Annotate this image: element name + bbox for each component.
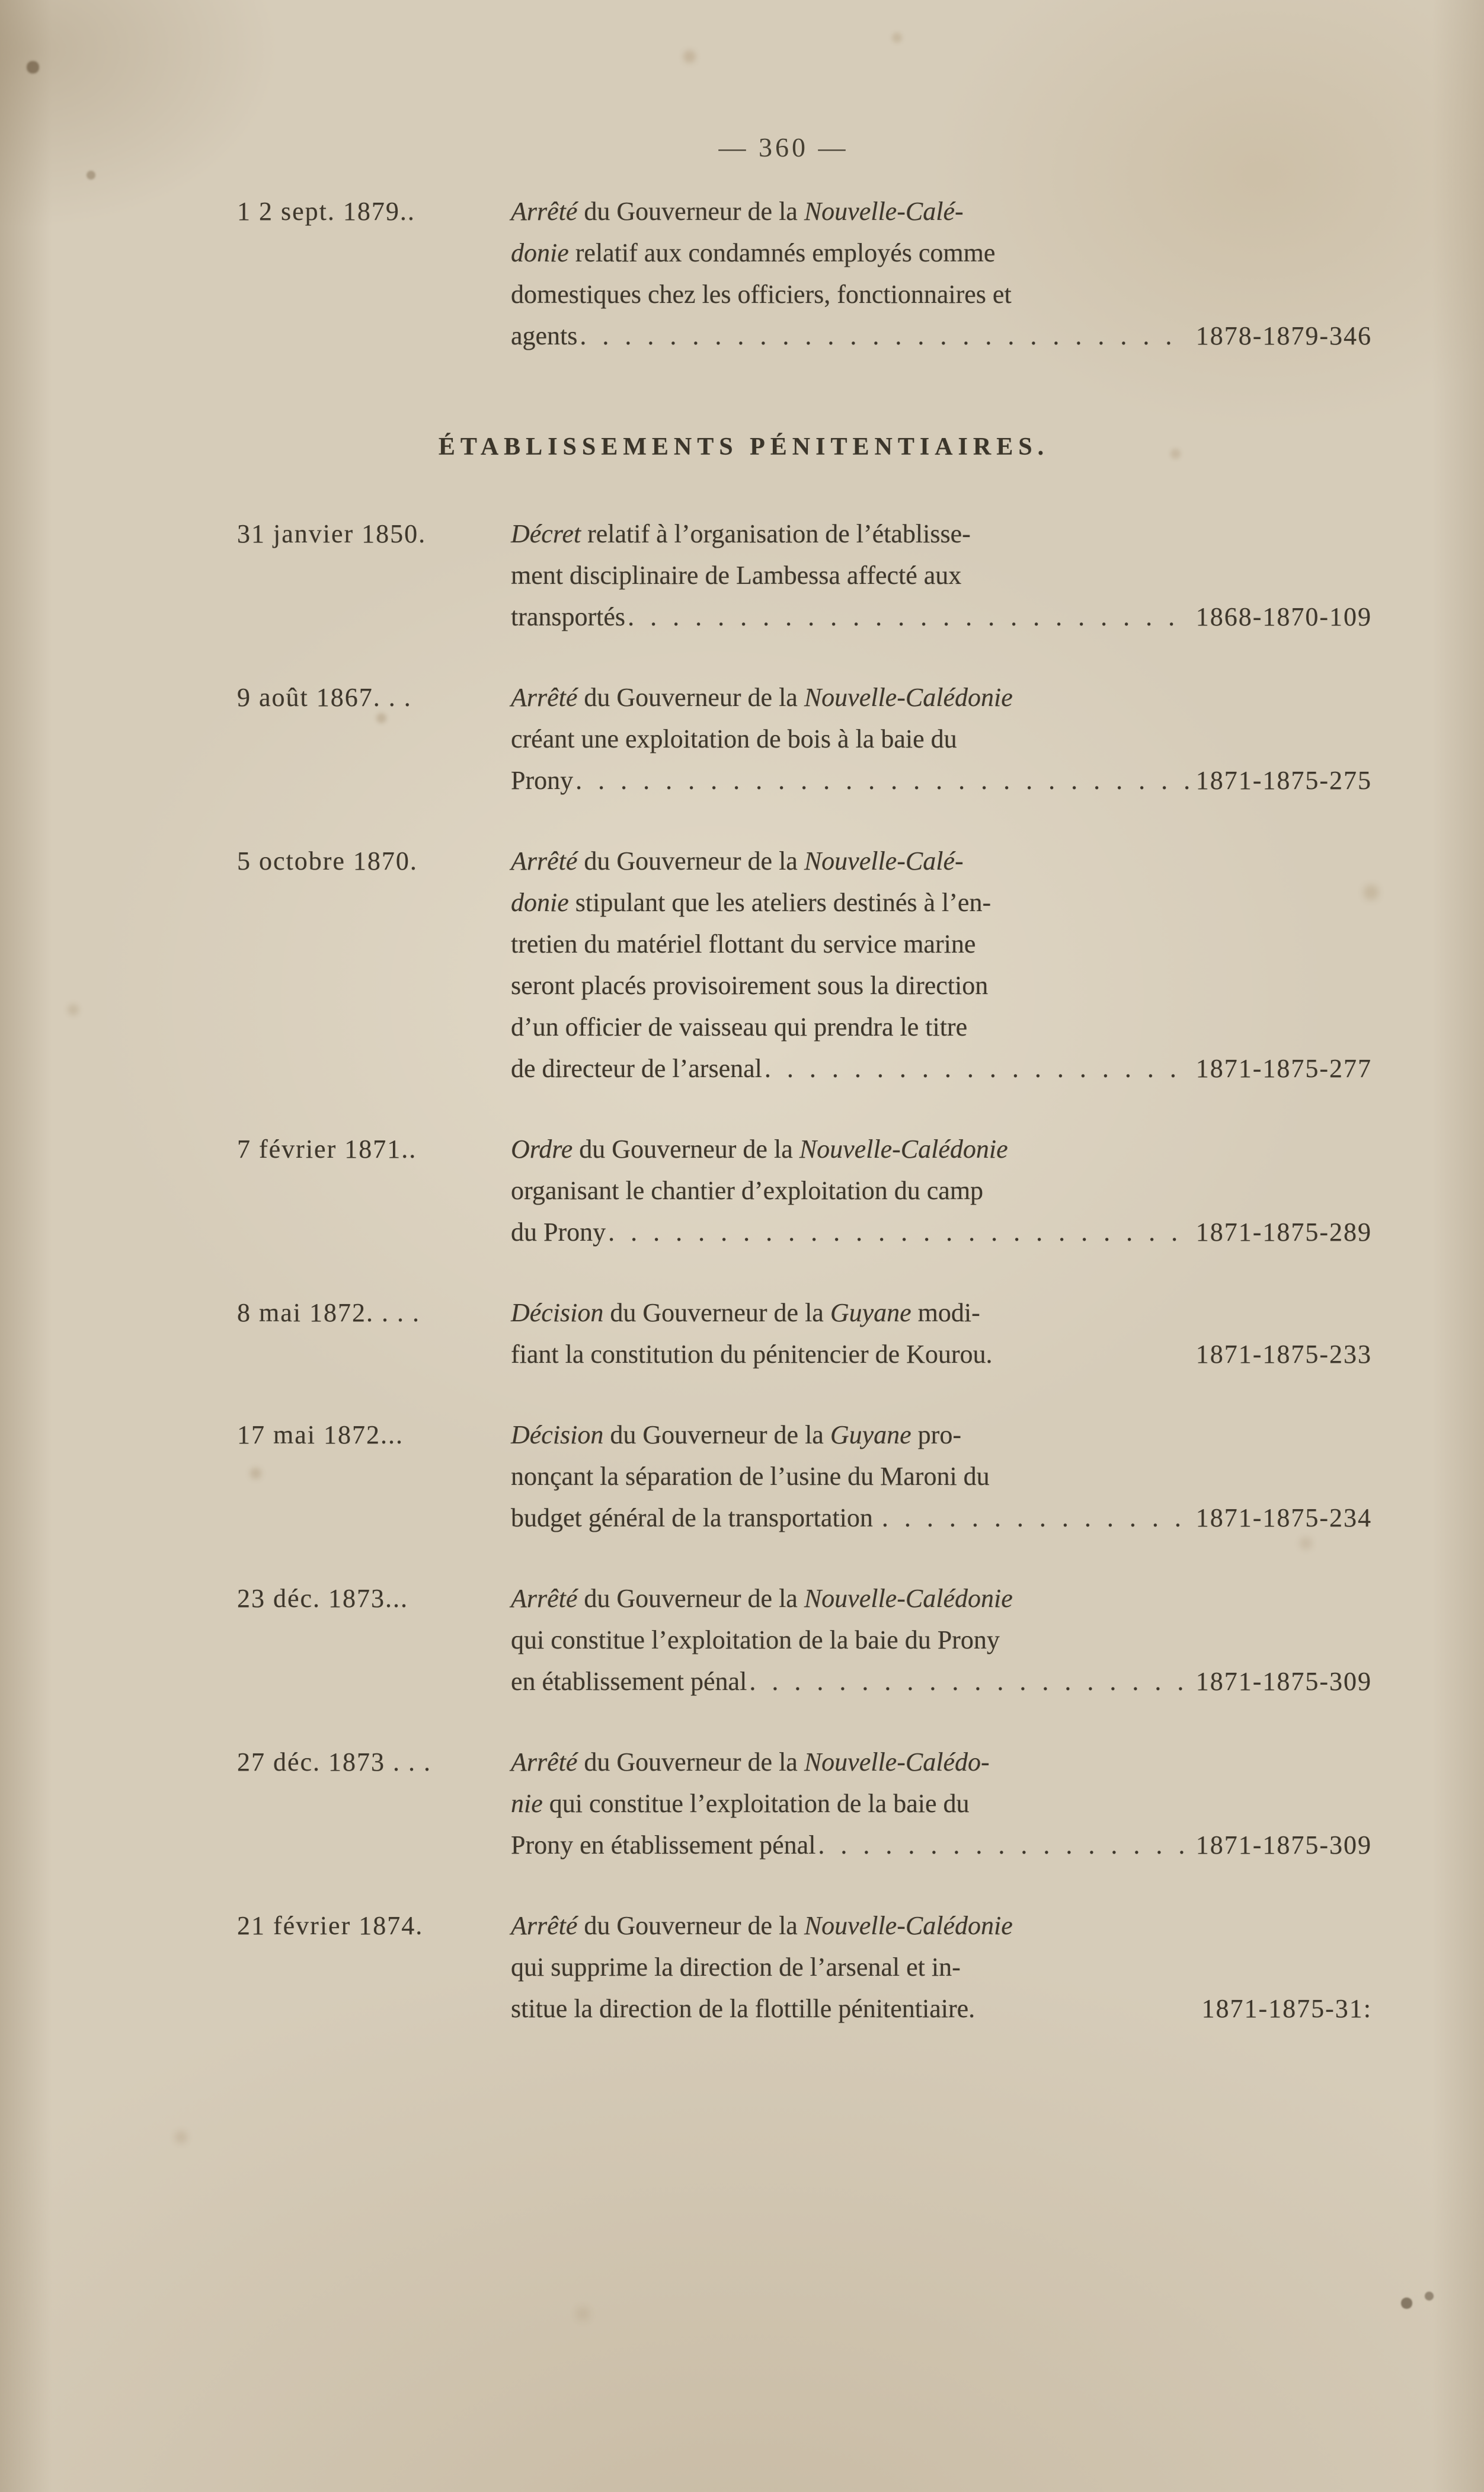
entry-line	[511, 232, 1372, 274]
entry-description	[511, 1905, 1372, 2030]
entry-line	[511, 1414, 1372, 1456]
entry-date: 17 mai 1872...	[237, 1420, 404, 1449]
index-entry	[237, 1292, 1372, 1375]
leader-dots	[580, 315, 1188, 357]
entry-text: du Gouverneur de la	[603, 1298, 830, 1327]
entry-text-italic: Décision	[511, 1298, 604, 1327]
entry-line	[511, 1988, 1372, 2030]
entry-text: du Gouverneur de la	[577, 846, 804, 876]
entry-text-italic: Nouvelle-Calédonie	[804, 1584, 1013, 1613]
entry-text: du Gouverneur de la	[577, 683, 804, 712]
entry-date: 7 février 1871..	[237, 1135, 417, 1164]
entry-text: Prony en établissement pénal	[511, 1830, 816, 1860]
entry-text-italic: Nouvelle-Calédonie	[804, 1911, 1013, 1940]
entry-text: modi-	[911, 1298, 980, 1327]
index-entry	[237, 1129, 1372, 1253]
entry-line	[511, 1783, 1372, 1825]
entry-line	[511, 760, 1372, 801]
entry-text-italic: Arrêté	[511, 1911, 578, 1940]
index-content	[237, 191, 1372, 2069]
entry-text: qui supprime la direction de l’arsenal et in-	[511, 1953, 961, 1982]
entry-text-italic: Arrêté	[511, 197, 578, 226]
entry-text: stitue la direction de la flottille pénitentiaire.	[511, 1994, 976, 2023]
entry-reference: 1871-1875-31:	[1201, 1994, 1372, 2023]
entry-text: du Gouverneur de la	[577, 197, 804, 226]
entry-text: budget général de la transportation	[511, 1503, 879, 1532]
entry-line	[511, 555, 1372, 596]
entry-text: transportés	[511, 602, 626, 631]
entry-reference: 1871-1875-233	[1195, 1340, 1372, 1369]
entry-text: relatif aux condamnés employés comme	[568, 238, 996, 267]
entry-reference: 1871-1875-275	[1195, 766, 1372, 795]
entry-text: nonçant la séparation de l’usine du Maroni du	[511, 1462, 990, 1491]
entry-text: ment disciplinaire de Lambessa affecté aux	[511, 561, 962, 590]
entry-text: qui constitue l’exploitation de la baie du	[542, 1789, 970, 1818]
entry-line	[511, 1905, 1372, 1947]
entry-line	[511, 1212, 1372, 1253]
entry-line	[511, 1456, 1372, 1497]
entry-text-italic: Guyane	[830, 1298, 911, 1327]
entry-reference: 1868-1870-109	[1195, 602, 1372, 631]
entry-line	[511, 1292, 1372, 1334]
entry-line	[511, 882, 1372, 924]
entry-line	[511, 1048, 1372, 1090]
entry-line	[511, 1170, 1372, 1212]
index-entry	[237, 1905, 1372, 2030]
leader-dots	[749, 1661, 1188, 1702]
entry-text: tretien du matériel flottant du service marine	[511, 929, 976, 959]
entry-date: 23 déc. 1873...	[237, 1584, 409, 1613]
entry-line	[511, 1578, 1372, 1619]
entry-text-italic: Arrêté	[511, 1747, 578, 1777]
page-number: — 360 —	[718, 132, 849, 162]
leader-dots	[818, 1825, 1188, 1866]
entry-text-italic: donie	[511, 888, 569, 917]
leader-dots	[575, 760, 1189, 801]
entry-text: du Gouverneur de la	[577, 1747, 804, 1777]
entry-text: stipulant que les ateliers destinés à l’en-	[568, 888, 992, 917]
entry-line	[511, 191, 1372, 232]
entry-description	[511, 1129, 1372, 1253]
entry-reference: 1871-1875-309	[1195, 1667, 1372, 1696]
entry-text: du Gouverneur de la	[577, 1584, 804, 1613]
entry-text-italic: Arrêté	[511, 683, 578, 712]
entry-reference: 1871-1875-234	[1195, 1503, 1372, 1532]
entry-text: pro-	[911, 1420, 961, 1449]
leader-dots	[608, 1212, 1189, 1253]
paper-stains	[0, 0, 4, 4]
entry-text: qui constitue l’exploitation de la baie du Prony	[511, 1625, 1000, 1654]
index-entry	[237, 513, 1372, 638]
entry-reference: 1878-1879-346	[1195, 321, 1372, 350]
entry-line	[511, 677, 1372, 718]
entry-line	[511, 1129, 1372, 1170]
leader-dots	[628, 596, 1189, 638]
entry-date: 9 août 1867. . .	[237, 683, 412, 712]
entry-text: organisant le chantier d’exploitation du camp	[511, 1176, 984, 1205]
entry-text-italic: Décret	[511, 519, 581, 548]
entry-text: d’un officier de vaisseau qui prendra le titre	[511, 1012, 968, 1041]
entry-line	[511, 274, 1372, 315]
entry-text-italic: Nouvelle-Calé-	[804, 197, 964, 226]
entry-text: du Gouverneur de la	[577, 1911, 804, 1940]
entry-text-italic: Nouvelle-Calédonie	[804, 683, 1013, 712]
entry-text: seront placés provisoirement sous la direction	[511, 971, 989, 1000]
entry-text: fiant la constitution du pénitencier de Kourou.	[511, 1340, 993, 1369]
entry-reference: 1871-1875-309	[1195, 1830, 1372, 1860]
entry-line	[511, 596, 1372, 638]
entry-line	[511, 965, 1372, 1007]
entries-list	[237, 513, 1372, 2030]
entry-text-italic: Décision	[511, 1420, 604, 1449]
entry-text: de directeur de l’arsenal	[511, 1054, 762, 1083]
entry-line	[511, 1619, 1372, 1661]
leader-dots	[765, 1048, 1189, 1090]
entry-text-italic: Guyane	[830, 1420, 911, 1449]
entry-date: 1 2 sept. 1879..	[237, 197, 415, 226]
entry-date: 31 janvier 1850.	[237, 519, 427, 548]
index-entry	[237, 1742, 1372, 1866]
entry-reference: 1871-1875-289	[1195, 1218, 1372, 1247]
entries-before-heading	[237, 191, 1372, 357]
entry-text: agents	[511, 321, 578, 350]
index-entry	[237, 677, 1372, 801]
entry-text: en établissement pénal	[511, 1667, 747, 1696]
entry-description	[511, 191, 1372, 357]
entry-text: du Gouverneur de la	[573, 1135, 799, 1164]
entry-description	[511, 841, 1372, 1090]
entry-description	[511, 1292, 1372, 1375]
entry-text-italic: Arrêté	[511, 846, 578, 876]
entry-line	[511, 1825, 1372, 1866]
entry-text-italic: Nouvelle-Calédonie	[799, 1135, 1008, 1164]
entry-text-italic: Nouvelle-Calé-	[804, 846, 964, 876]
entry-text-italic: Ordre	[511, 1135, 573, 1164]
entry-text: du Gouverneur de la	[603, 1420, 830, 1449]
entry-line	[511, 513, 1372, 555]
leader-dots	[882, 1497, 1189, 1539]
entry-description	[511, 513, 1372, 638]
entry-text: créant une exploitation de bois à la baie du	[511, 724, 957, 753]
entry-date: 21 février 1874.	[237, 1911, 424, 1940]
index-entry	[237, 1414, 1372, 1539]
entry-description	[511, 1578, 1372, 1702]
entry-line	[511, 1661, 1372, 1702]
entry-line	[511, 1947, 1372, 1988]
entry-date: 8 mai 1872. . . .	[237, 1298, 420, 1327]
entry-line	[511, 718, 1372, 760]
entry-line	[511, 841, 1372, 882]
entry-line	[511, 1007, 1372, 1048]
index-entry	[237, 1578, 1372, 1702]
entry-date: 5 octobre 1870.	[237, 846, 418, 876]
entry-line	[511, 315, 1372, 357]
entry-text-italic: Arrêté	[511, 1584, 578, 1613]
entry-text: du Prony	[511, 1218, 606, 1247]
entry-line	[511, 1334, 1372, 1375]
entry-text: domestiques chez les officiers, fonctionnaires et	[511, 280, 1012, 309]
entry-description	[511, 1742, 1372, 1866]
entry-text: Prony	[511, 766, 574, 795]
entry-text: relatif à l’organisation de l’établisse-	[581, 519, 971, 548]
entry-reference: 1871-1875-277	[1195, 1054, 1372, 1083]
entry-text-italic: Nouvelle-Calédo-	[804, 1747, 990, 1777]
entry-description	[511, 1414, 1372, 1539]
entry-text-italic: donie	[511, 238, 569, 267]
entry-line	[511, 1497, 1372, 1539]
entry-line	[511, 1742, 1372, 1783]
entry-line	[511, 924, 1372, 965]
index-entry	[237, 841, 1372, 1090]
entry-date: 27 déc. 1873 . . .	[237, 1747, 432, 1777]
entry-text-italic: nie	[511, 1789, 543, 1818]
section-heading: ÉTABLISSEMENTS PÉNITENTIAIRES.	[438, 433, 1050, 461]
entry-description	[511, 677, 1372, 801]
index-entry	[237, 191, 1372, 357]
